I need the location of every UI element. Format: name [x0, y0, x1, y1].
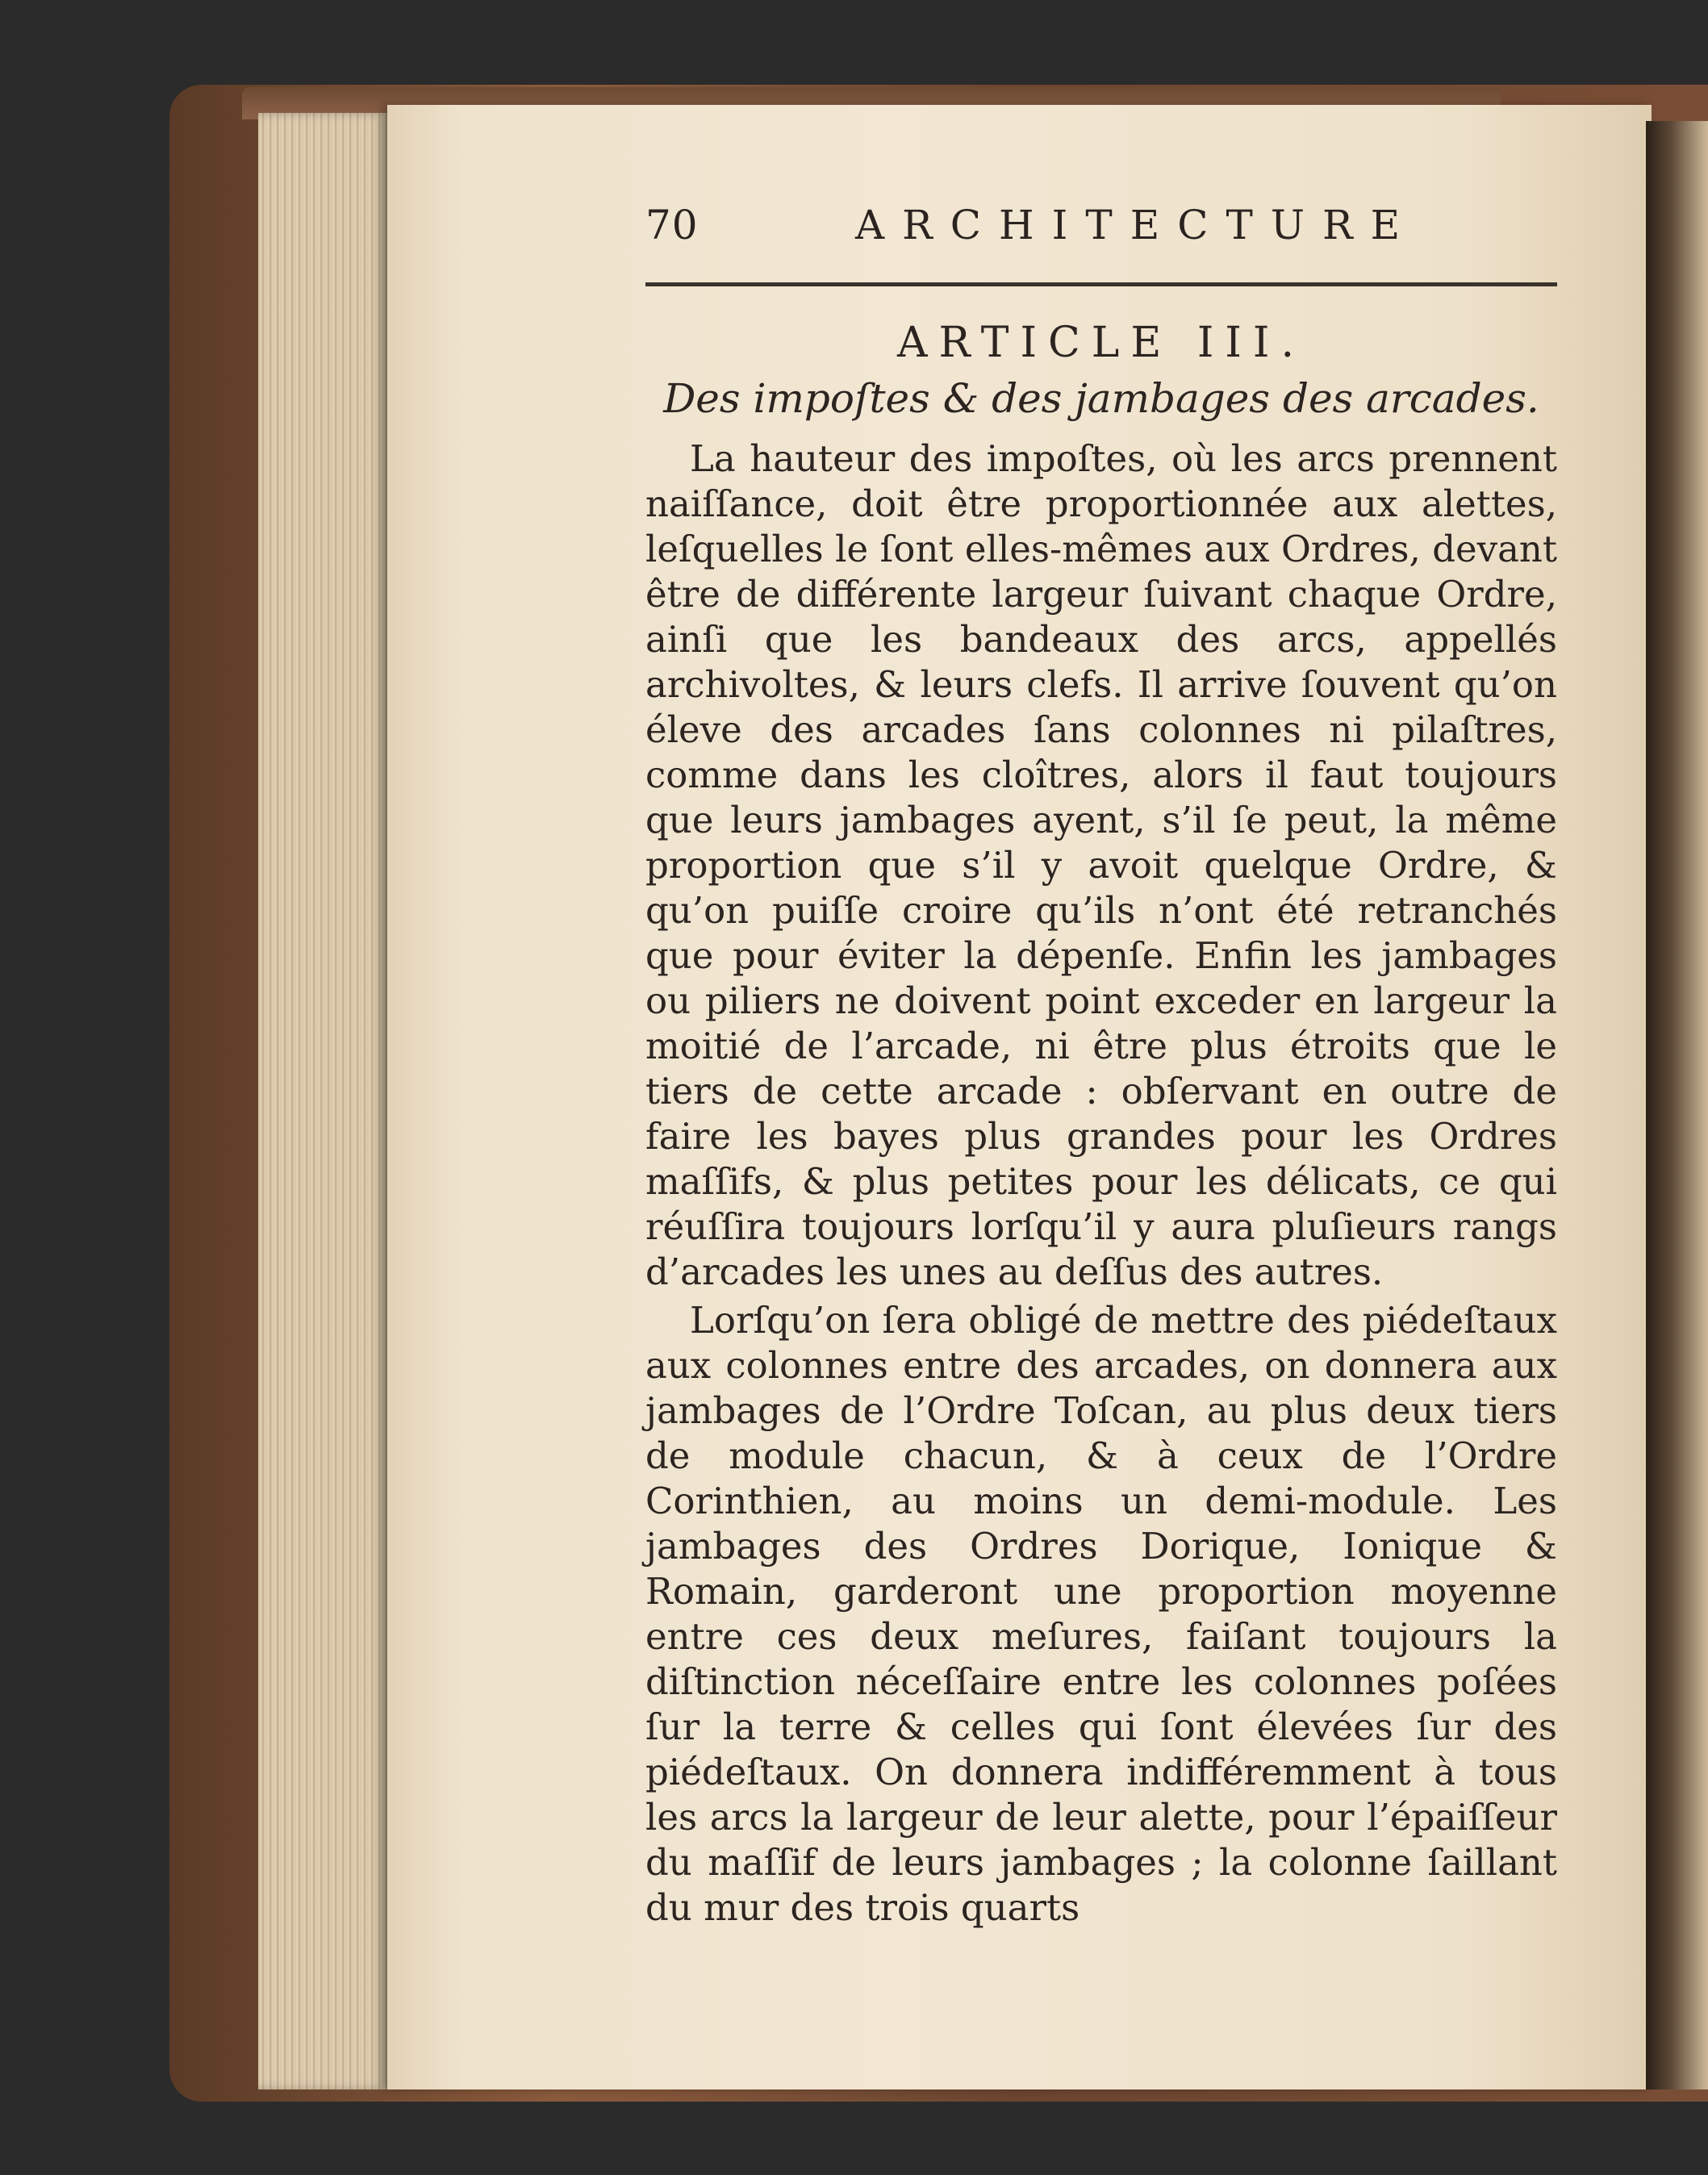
article-title: ARTICLE III. — [897, 319, 1305, 367]
header-rule — [645, 282, 1557, 286]
running-head: ARCHITECTURE — [855, 202, 1418, 248]
paragraph-1: La hauteur des impoſtes, où les arcs prennent naiſſance, doit être proportionnée aux alettes, leſquelles le ſont elles-mêmes aux Ordres, devant être de différente largeur ſuivant chaque Ordre, ainſi que les bandeaux des arcs, appellés archivoltes, & leurs clefs. Il arrive ſouvent qu’on éleve des arcades ſans colonnes ni pilaſtres, comme dans les cloîtres, alors il faut toujours que leurs jambages ayent, s’il ſe peut, la même proportion que s’il y avoit quelque Ordre, & qu’on puiſſe croire qu’ils n’ont été retranchés que pour éviter la dépenſe. Enfin les jambages ou piliers ne doivent point exceder en largeur la moitié de l’arcade, ni être plus étroits que le tiers de cette arcade : obſervant en outre de faire les bayes plus grandes pour les Ordres maſſifs, & plus petites pour les délicats, ce qui réuſſira toujours lorſqu’il y aura pluſieurs rangs d’arcades les unes au deſſus des autres. — [645, 437, 1557, 1293]
article-subtitle: Des impoſtes & des jambages des arcades. — [663, 375, 1539, 422]
paragraph-2: Lorſqu’on ſera obligé de mettre des piédeſtaux aux colonnes entre des arcades, on donnera aux jambages de l’Ordre Toſcan, au plus deux tiers de module chacun, & à ceux de l’Ordre Corinthien, au moins un demi-module. Les jambages des Ordres Dorique, Ionique & Romain, garderont une proportion moyenne entre ces deux meſures, faiſant toujours la diſtinction néceſſaire entre les colonnes poſées ſur la terre & celles qui ſont élevées ſur des piédeſtaux. On donnera indifféremment à tous les arcs la largeur de leur alette, pour l’épaiſſeur du maſſif de leurs jambages ; la colonne ſaillant du mur des trois quarts — [645, 1299, 1557, 1929]
page-number: 70 — [645, 202, 699, 248]
page-content — [645, 311, 1557, 1931]
page-header — [645, 202, 1557, 258]
page-edges — [258, 113, 387, 2089]
book-gutter — [1646, 121, 1708, 2089]
